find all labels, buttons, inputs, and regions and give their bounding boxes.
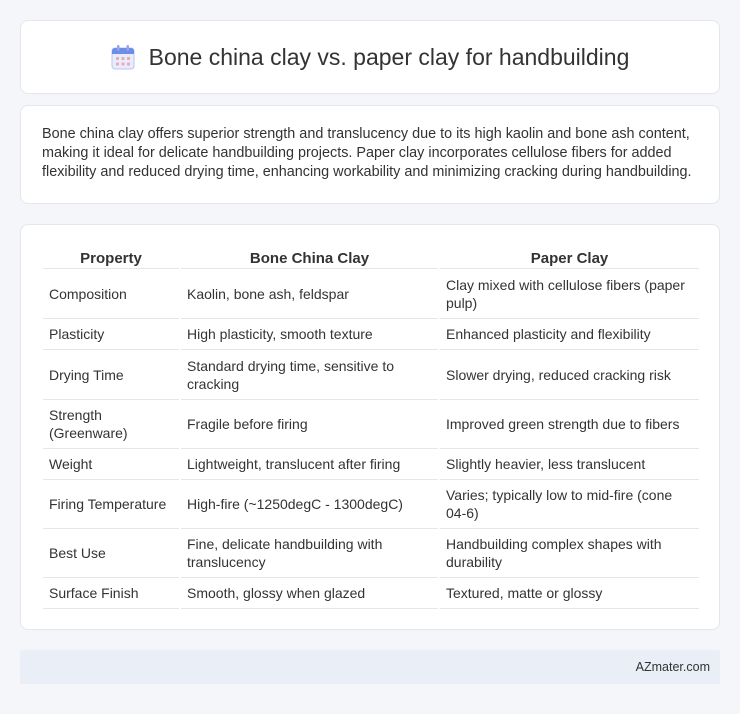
calendar-icon	[111, 44, 135, 70]
table-row	[43, 529, 699, 578]
table-row	[43, 400, 699, 449]
table-cell: Strength (Greenware)	[43, 400, 179, 449]
table-row	[43, 319, 699, 350]
table-cell: Plasticity	[43, 319, 179, 350]
table-header-row	[43, 243, 699, 269]
table-row	[43, 350, 699, 400]
table-row	[43, 480, 699, 529]
table-cell: Improved green strength due to fibers	[440, 400, 699, 449]
table-cell: Handbuilding complex shapes with durability	[440, 529, 699, 578]
table-cell: Weight	[43, 449, 179, 480]
table-cell: Best Use	[43, 529, 179, 578]
column-header-property: Property	[43, 243, 179, 269]
table-cell: Clay mixed with cellulose fibers (paper pulp)	[440, 269, 699, 319]
table-cell: High-fire (~1250degC - 1300degC)	[181, 480, 438, 529]
table-row	[43, 578, 699, 609]
table-cell: High plasticity, smooth texture	[181, 319, 438, 350]
column-header-paper-clay: Paper Clay	[440, 243, 699, 269]
table-row	[43, 269, 699, 319]
footer	[20, 650, 720, 684]
comparison-table-card	[20, 224, 720, 630]
table-cell: Fragile before firing	[181, 400, 438, 449]
table-cell: Kaolin, bone ash, feldspar	[181, 269, 438, 319]
table-cell: Varies; typically low to mid-fire (cone 04-6)	[440, 480, 699, 529]
table-cell: Firing Temperature	[43, 480, 179, 529]
comparison-table	[41, 243, 701, 609]
table-cell: Fine, delicate handbuilding with translucency	[181, 529, 438, 578]
table-cell: Surface Finish	[43, 578, 179, 609]
table-cell: Composition	[43, 269, 179, 319]
table-cell: Textured, matte or glossy	[440, 578, 699, 609]
table-cell: Slightly heavier, less translucent	[440, 449, 699, 480]
table-cell: Slower drying, reduced cracking risk	[440, 350, 699, 400]
table-cell: Enhanced plasticity and flexibility	[440, 319, 699, 350]
footer-brand: AZmater.com	[635, 660, 710, 674]
intro-card	[20, 105, 720, 204]
table-cell: Lightweight, translucent after firing	[181, 449, 438, 480]
title-card	[20, 20, 720, 94]
table-row	[43, 449, 699, 480]
column-header-bone-china-clay: Bone China Clay	[181, 243, 438, 269]
page-title: Bone china clay vs. paper clay for handbuilding	[148, 43, 630, 70]
table-cell: Smooth, glossy when glazed	[181, 578, 438, 609]
table-cell: Standard drying time, sensitive to cracking	[181, 350, 438, 400]
intro-text: Bone china clay offers superior strength and translucency due to its high kaolin and bone ash content, making it ideal for delicate handbuilding projects. Paper clay incorporates cellulose fibers for added flexibility and reduced drying time, enhancing workability and minimizing cracking during handbuilding.	[42, 126, 692, 180]
table-cell: Drying Time	[43, 350, 179, 400]
